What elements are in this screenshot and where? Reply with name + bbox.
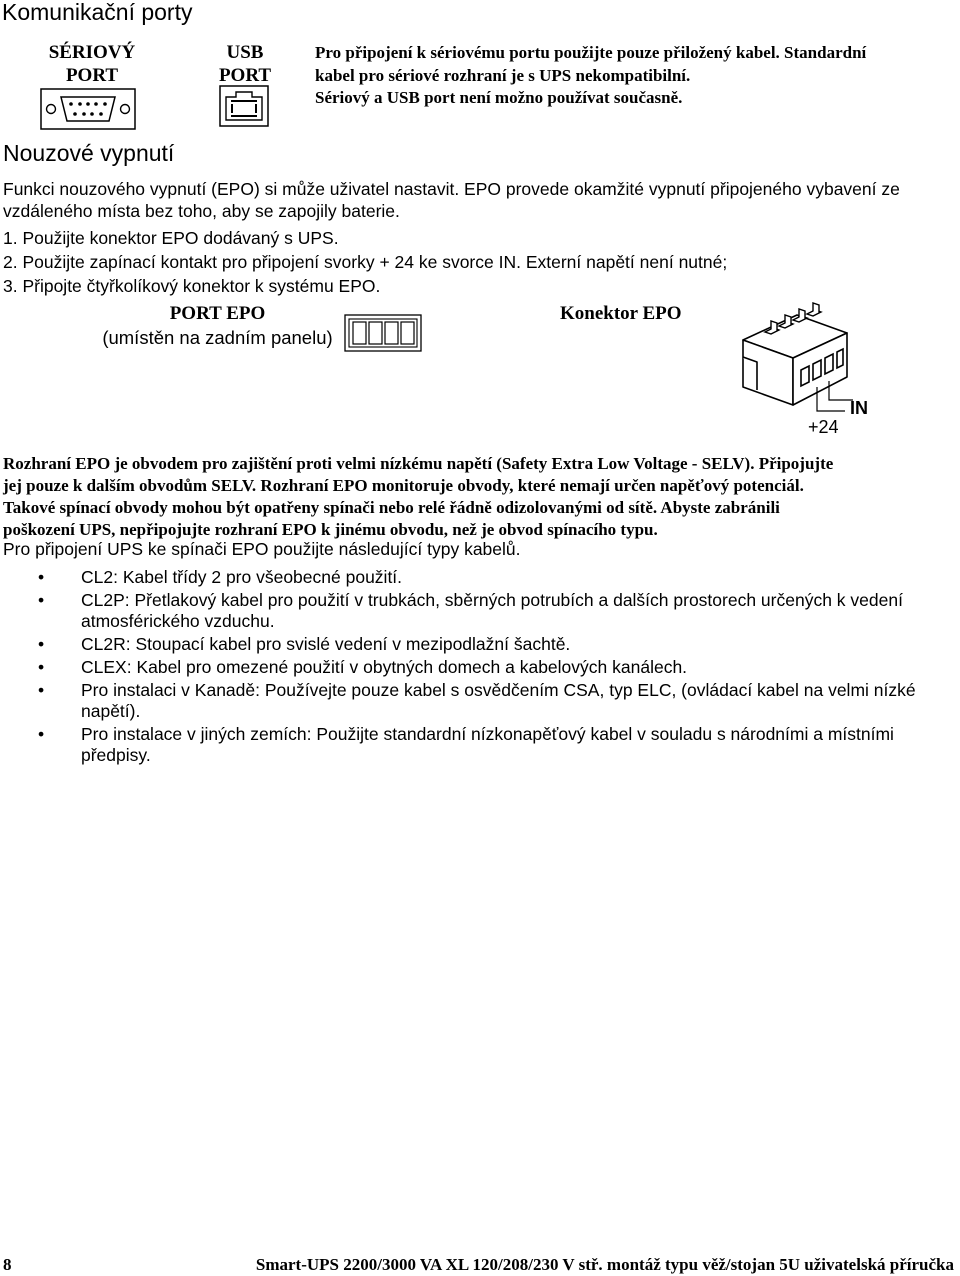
epo-port-label: PORT EPO (umístěn na zadním panelu) — [102, 303, 333, 348]
footer-title: Smart-UPS 2200/3000 VA XL 120/208/230 V stř. montáž typu věž/stojan 5U uživatelská příručka — [255, 1255, 954, 1274]
step-item: 3. Připojte čtyřkolíkový konektor k systému EPO. — [3, 276, 381, 296]
step-item: 1. Použijte konektor EPO dodávaný s UPS. — [3, 228, 339, 248]
pin-24-label: +24 — [808, 417, 839, 437]
epo-connector-label: Konektor EPO — [560, 303, 682, 324]
serial-port-icon — [40, 88, 136, 130]
bullet-icon: • — [38, 590, 45, 610]
list-item: • Pro instalace v jiných zemích: Použijte standardní nízkonapěťový kabel v souladu s národními a místními předpisy. — [38, 724, 894, 765]
bullet-icon: • — [38, 567, 45, 587]
list-item: • CLEX: Kabel pro omezené použití v obytných domech a kabelových kanálech. — [38, 657, 688, 677]
usb-port-label: USB PORT — [218, 42, 272, 86]
section-heading-comm-ports: Komunikační porty — [2, 0, 193, 25]
bullet-icon: • — [38, 657, 45, 677]
pin-in-label: IN — [850, 398, 868, 418]
serial-port-label: SÉRIOVÝ PORT — [48, 42, 136, 86]
usb-port-icon — [219, 85, 269, 127]
bullet-icon: • — [38, 680, 45, 700]
cable-type-list — [0, 567, 940, 768]
section-heading-epo: Nouzové vypnutí — [3, 140, 175, 166]
epo-intro: Funkci nouzového vypnutí (EPO) si může uživatel nastavit. EPO provede okamžité vypnutí připojeného vybavení ze vzdáleného místa bez toho, aby se zapojily baterie. — [3, 179, 900, 221]
epo-steps — [3, 226, 727, 298]
epo-selv-warning: Rozhraní EPO je obvodem pro zajištění proti velmi nízkému napětí (Safety Extra Low Voltage - SELV). Připojujte jej pouze k dalším obvodům SELV. Rozhraní EPO monitoruje obvody, které nemají určen napěťový potenciál. Takové spínací obvody mohou být opatřeny spínači nebo relé řádně odizolovanými od sítě. Abyste zabránili poškození UPS, nepřipojujte rozhraní EPO k jinému obvodu, než je obvod spínacího typu. — [3, 454, 834, 539]
serial-usb-note: Pro připojení k sériovému portu použijte pouze přiložený kabel. Standardní kabel pro sériové rozhraní je s UPS nekompatibilní. Sériový a USB port není možno používat současně. — [315, 43, 867, 107]
epo-port-icon — [344, 314, 422, 352]
cable-intro: Pro připojení UPS ke spínači EPO použijte následující typy kabelů. — [3, 539, 521, 559]
list-item: • CL2: Kabel třídy 2 pro všeobecné použití. — [38, 567, 403, 587]
list-item: • CL2P: Přetlakový kabel pro použití v trubkách, sběrných potrubích a dalších prostorech určených k vedení atmosférického vzduchu. — [38, 590, 903, 631]
bullet-icon: • — [38, 634, 45, 654]
bullet-icon: • — [38, 724, 45, 744]
list-item: • Pro instalaci v Kanadě: Používejte pouze kabel s osvědčením CSA, typ ELC, (ovládací kabel na velmi nízké napětí). — [38, 680, 916, 721]
step-item: 2. Použijte zapínací kontakt pro připojení svorky + 24 ke svorce IN. Externí napětí není nutné; — [3, 252, 728, 272]
page-number: 8 — [3, 1255, 12, 1274]
list-item: • CL2R: Stoupací kabel pro svislé vedení v mezipodlažní šachtě. — [38, 634, 571, 654]
